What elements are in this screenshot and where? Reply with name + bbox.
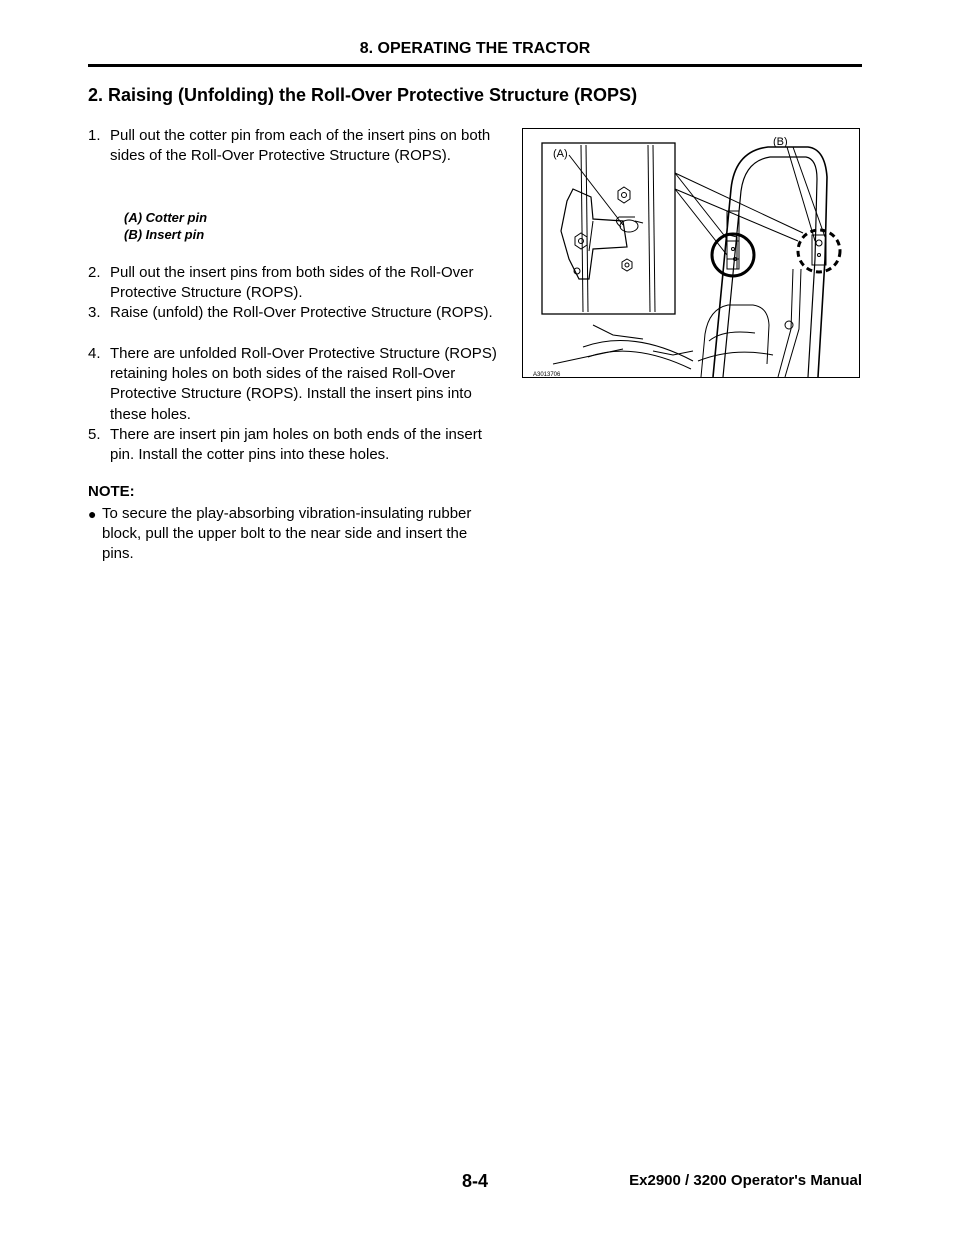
- note-text: To secure the play-absorbing vibration-insulating rubber block, pull the upper bolt to the near side and insert the pins.: [102, 505, 472, 563]
- step-text: Pull out the insert pins from both sides of the Roll-Over Protective Structure (ROPS).: [110, 264, 474, 302]
- rops-figure: [522, 128, 860, 378]
- step-number: 3.: [88, 304, 101, 321]
- step-number: 2.: [88, 264, 101, 281]
- step-item: [88, 303, 498, 323]
- manual-title: Ex2900 / 3200 Operator's Manual: [629, 1172, 862, 1189]
- section-title: 2. Raising (Unfolding) the Roll-Over Protective Structure (ROPS): [88, 85, 638, 105]
- rops-illustration: [523, 129, 859, 377]
- bullet-icon: ●: [88, 506, 97, 522]
- note-item: [88, 504, 478, 565]
- step-item: [88, 344, 498, 425]
- figure-caption-a: (A) Cotter pin: [124, 210, 208, 225]
- note-label: NOTE:: [88, 483, 135, 500]
- step-number: 5.: [88, 426, 101, 443]
- step-number: 4.: [88, 345, 101, 362]
- page-number: 8-4: [461, 1171, 488, 1191]
- step-item: [88, 126, 498, 166]
- step-text: There are unfolded Roll-Over Protective Structure (ROPS) retaining holes on both sides of the raised Roll-Over Protective Structure (ROPS). Install the insert pins into these holes.: [110, 345, 497, 423]
- figure-caption-b: (B) Insert pin: [124, 227, 205, 242]
- step-item: [88, 425, 498, 465]
- step-text: Pull out the cotter pin from each of the insert pins on both sides of the Roll-Over Protective Structure (ROPS).: [110, 127, 491, 165]
- figure-label-a: (A): [553, 148, 568, 160]
- header-divider: [88, 64, 862, 67]
- step-number: 1.: [88, 127, 101, 144]
- step-item: [88, 263, 498, 303]
- page-header-title: 8. OPERATING THE TRACTOR: [359, 40, 591, 57]
- step-text: Raise (unfold) the Roll-Over Protective Structure (ROPS).: [110, 304, 493, 321]
- figure-label-b: (B): [773, 136, 788, 148]
- step-text: There are insert pin jam holes on both ends of the insert pin. Install the cotter pins into these holes.: [110, 426, 482, 464]
- figure-code: A3013706: [533, 372, 561, 377]
